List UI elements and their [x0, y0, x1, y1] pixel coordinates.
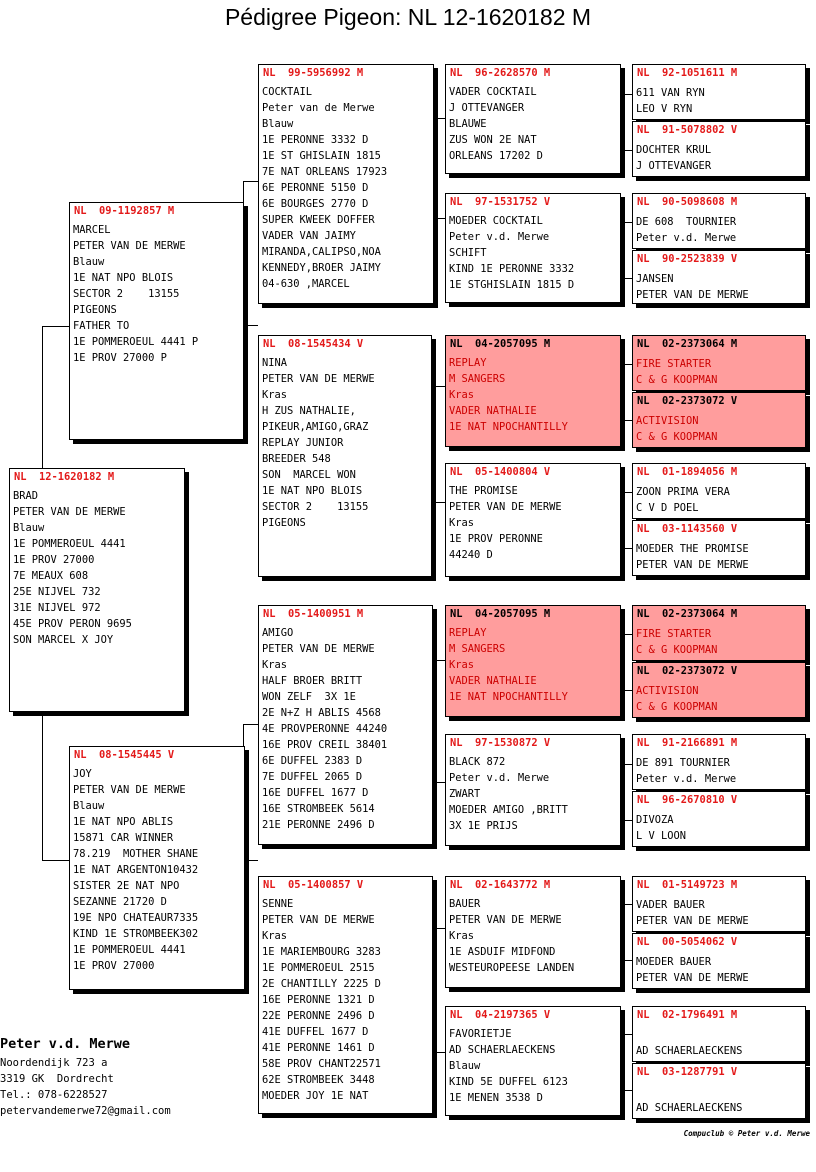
pigeon-owner: PETER VAN DE MERWE: [636, 289, 749, 301]
pigeon-info-line: 1E PROV 27000: [13, 554, 95, 566]
ring-number: NL 97-1531752 V: [450, 196, 551, 208]
connector-line: [621, 222, 622, 278]
pigeon-name: BRAD: [13, 490, 39, 502]
pigeon-info-line: MOEDER AMIGO ,BRITT: [449, 804, 568, 816]
pigeon-card-gggp[interactable]: [632, 121, 806, 177]
ring-number: NL 96-2628570 M: [450, 67, 551, 79]
pigeon-card-subject[interactable]: [9, 468, 185, 712]
pigeon-name: DE 891 TOURNIER: [636, 757, 730, 769]
pigeon-info-line: 1E PROV 27000 P: [73, 352, 167, 364]
pigeon-name: MOEDER COCKTAIL: [449, 215, 543, 227]
pigeon-card-gggp[interactable]: [632, 876, 806, 932]
connector-line: [621, 904, 622, 960]
pigeon-name: JOY: [73, 768, 92, 780]
connector-line: [621, 634, 632, 635]
pigeon-card-grandfather-paternal[interactable]: [258, 64, 434, 304]
connector-line: [621, 278, 632, 279]
pigeon-owner: Peter v.d. Merwe: [449, 772, 550, 784]
connector-line: [621, 764, 622, 820]
pigeon-info-line: 78.219 MOTHER SHANE: [73, 848, 199, 860]
pigeon-info-line: MOEDER JOY 1E NAT: [262, 1090, 369, 1102]
pigeon-info-line: 1E MENEN 3538 D: [449, 1092, 543, 1104]
pigeon-info-line: 1E PROV 27000: [73, 960, 155, 972]
pigeon-name: 611 VAN RYN: [636, 87, 705, 99]
pigeon-info-line: 19E NPO CHATEAUR7335: [73, 912, 199, 924]
pigeon-info-line: 1E NAT NPO BLOIS: [262, 485, 363, 497]
pigeon-color: Blauw: [262, 118, 294, 130]
pigeon-name: FIRE STARTER: [636, 628, 712, 640]
pigeon-info-line: KIND 5E DUFFEL 6123: [449, 1076, 568, 1088]
pigeon-owner: C V D POEL: [636, 502, 699, 514]
pigeon-info-line: 41E DUFFEL 1677 D: [262, 1026, 369, 1038]
pigeon-info-line: 1E POMMEROEUL 4441: [13, 538, 126, 550]
pigeon-info-line: SEZANNE 21720 D: [73, 896, 167, 908]
pigeon-card-gggp[interactable]: [632, 193, 806, 249]
pigeon-info-line: SECTOR 2 13155: [73, 288, 180, 300]
pigeon-info-line: 21E PERONNE 2496 D: [262, 819, 375, 831]
connector-line: [42, 712, 43, 860]
pigeon-card-gggp-highlighted[interactable]: [632, 605, 806, 661]
pigeon-info-line: VADER NATHALIE: [449, 405, 537, 417]
pigeon-info-line: 1E POMMEROEUL 4441: [73, 944, 186, 956]
pigeon-card-gggp-highlighted[interactable]: [632, 662, 806, 718]
pigeon-info-line: BREEDER 548: [262, 453, 331, 465]
pigeon-info-line: 45E PROV PERON 9695: [13, 618, 132, 630]
pigeon-card-gggp[interactable]: [632, 1063, 806, 1119]
pigeon-info-line: SUPER KWEEK DOFFER: [262, 214, 375, 226]
pigeon-owner: Peter v.d. Merwe: [636, 232, 737, 244]
pigeon-card-ggp-highlighted[interactable]: [445, 605, 621, 717]
pigeon-info-line: 22E PERONNE 2496 D: [262, 1010, 375, 1022]
pigeon-info-line: MIRANDA,CALIPSO,NOA: [262, 246, 381, 258]
connector-line: [621, 222, 632, 223]
pigeon-owner: J OTTEVANGER: [449, 102, 525, 114]
pigeon-owner: J OTTEVANGER: [636, 160, 712, 172]
pigeon-name: BLACK 872: [449, 756, 506, 768]
connector-line: [42, 326, 70, 327]
ring-number: NL 05-1400804 V: [450, 466, 551, 478]
connector-line: [434, 386, 445, 387]
ring-number: NL 91-2166891 M: [637, 737, 738, 749]
pigeon-info-line: KENNEDY,BROER JAIMY: [262, 262, 381, 274]
pigeon-info-line: 6E BOURGES 2770 D: [262, 198, 369, 210]
connector-line: [434, 660, 445, 661]
pigeon-card-mother[interactable]: [69, 746, 245, 990]
pigeon-card-gggp-highlighted[interactable]: [632, 335, 806, 391]
connector-line: [42, 860, 70, 861]
ring-number: NL 02-2373072 V: [637, 395, 738, 407]
pigeon-color: Blauw: [449, 1060, 481, 1072]
ring-number: NL 01-1894056 M: [637, 466, 738, 478]
pigeon-name: ACTIVISION: [636, 415, 699, 427]
connector-line: [434, 218, 445, 219]
connector-line: [621, 548, 632, 549]
pigeon-info-line: 4E PROVPERONNE 44240: [262, 723, 388, 735]
connector-line: [621, 820, 632, 821]
pigeon-card-grandmother-maternal[interactable]: [258, 876, 433, 1114]
pigeon-info-line: ZUS WON 2E NAT: [449, 134, 537, 146]
pigeon-color: Kras: [262, 389, 288, 401]
pigeon-info-line: ORLEANS 17202 D: [449, 150, 543, 162]
pigeon-color: ZWART: [449, 788, 481, 800]
page-title: Pédigree Pigeon: NL 12-1620182 M: [224, 4, 592, 30]
connector-line: [243, 860, 258, 861]
pigeon-info-line: KIND 1E PERONNE 3332: [449, 263, 575, 275]
ring-number: NL 96-2670810 V: [637, 794, 738, 806]
pigeon-info-line: 1E MARIEMBOURG 3283: [262, 946, 381, 958]
ring-number: NL 02-1643772 M: [450, 879, 551, 891]
pigeon-owner: PETER VAN DE MERWE: [449, 501, 562, 513]
pigeon-card-ggp[interactable]: [445, 463, 621, 577]
pigeon-info-line: 62E STROMBEEK 3448: [262, 1074, 375, 1086]
connector-line: [434, 1052, 445, 1053]
pigeon-info-line: SON MARCEL WON: [262, 469, 356, 481]
connector-line: [434, 782, 445, 783]
ring-number: NL 99-5956992 M: [263, 67, 364, 79]
pigeon-owner: Peter v.d. Merwe: [636, 773, 737, 785]
connector-line: [621, 364, 632, 365]
pigeon-card-gggp[interactable]: [632, 520, 806, 576]
connector-line: [621, 420, 632, 421]
pigeon-name: ACTIVISION: [636, 685, 699, 697]
pigeon-color: Blauw: [73, 800, 105, 812]
pigeon-color: Kras: [449, 517, 475, 529]
connector-line: [621, 1034, 622, 1090]
ring-number: NL 02-2373064 M: [637, 608, 738, 620]
ring-number: NL 08-1545434 V: [263, 338, 364, 350]
pigeon-info-line: VADER NATHALIE: [449, 675, 537, 687]
pigeon-color: BLAUWE: [449, 118, 487, 130]
pigeon-owner: Peter v.d. Merwe: [449, 231, 550, 243]
connector-line: [621, 904, 632, 905]
ring-number: NL 09-1192857 M: [74, 205, 175, 217]
connector-line: [621, 1090, 632, 1091]
pigeon-info-line: 16E PERONNE 1321 D: [262, 994, 375, 1006]
pigeon-owner: AD SCHAERLAECKENS: [449, 1044, 556, 1056]
pigeon-owner: Peter van de Merwe: [262, 102, 375, 114]
connector-line: [434, 502, 445, 503]
pigeon-info-line: 1E NAT NPO BLOIS: [73, 272, 174, 284]
pigeon-card-ggp-highlighted[interactable]: [445, 335, 621, 447]
pigeon-owner: AD SCHAERLAECKENS: [636, 1102, 743, 1114]
pigeon-color: Kras: [449, 930, 475, 942]
pigeon-name: DIVOZA: [636, 814, 674, 826]
pigeon-info-line: 2E N+Z H ABLIS 4568: [262, 707, 381, 719]
pigeon-color: SCHIFT: [449, 247, 487, 259]
connector-line: [434, 928, 445, 929]
pigeon-card-ggp[interactable]: [445, 876, 621, 988]
owner-email[interactable]: petervandemerwe72@gmail.com: [0, 1105, 171, 1117]
pigeon-card-gggp[interactable]: [632, 933, 806, 989]
ring-number: NL 90-2523839 V: [637, 253, 738, 265]
ring-number: NL 00-5054062 V: [637, 936, 738, 948]
pigeon-card-grandfather-maternal[interactable]: [258, 605, 433, 845]
connector-line: [243, 325, 258, 326]
connector-line: [621, 1034, 632, 1035]
pigeon-name: MOEDER BAUER: [636, 956, 712, 968]
pigeon-card-gggp[interactable]: [632, 734, 806, 790]
pigeon-color: Kras: [262, 659, 288, 671]
pigeon-owner: C & G KOOPMAN: [636, 374, 718, 386]
pigeon-color: Blauw: [13, 522, 45, 534]
ring-number: NL 91-5078802 V: [637, 124, 738, 136]
ring-number: NL 05-1400857 V: [263, 879, 364, 891]
pigeon-info-line: 04-630 ,MARCEL: [262, 278, 350, 290]
pigeon-info-line: 2E CHANTILLY 2225 D: [262, 978, 381, 990]
pigeon-owner: PETER VAN DE MERWE: [636, 915, 749, 927]
pigeon-owner: PETER VAN DE MERWE: [73, 240, 186, 252]
pigeon-name: COCKTAIL: [262, 86, 313, 98]
ring-number: NL 02-2373064 M: [637, 338, 738, 350]
pigeon-card-gggp[interactable]: [632, 791, 806, 847]
pigeon-owner: PETER VAN DE MERWE: [636, 972, 749, 984]
ring-number: NL 12-1620182 M: [14, 471, 115, 483]
pigeon-info-line: 16E PROV CREIL 38401: [262, 739, 388, 751]
pigeon-owner: L V LOON: [636, 830, 687, 842]
pigeon-info-line: WON ZELF 3X 1E: [262, 691, 356, 703]
connector-line: [243, 724, 258, 725]
connector-line: [621, 492, 632, 493]
pigeon-info-line: FATHER TO: [73, 320, 130, 332]
pigeon-info-line: SON MARCEL X JOY: [13, 634, 114, 646]
pigeon-name: ZOON PRIMA VERA: [636, 486, 730, 498]
pigeon-card-grandmother-paternal[interactable]: [258, 335, 432, 577]
pigeon-card-ggp[interactable]: [445, 1006, 621, 1116]
pigeon-info-line: SECTOR 2 13155: [262, 501, 369, 513]
pigeon-name: FAVORIETJE: [449, 1028, 512, 1040]
pigeon-card-ggp[interactable]: [445, 734, 621, 846]
pigeon-info-line: PIGEONS: [73, 304, 117, 316]
pigeon-name: DOCHTER KRUL: [636, 144, 712, 156]
connector-line: [621, 960, 632, 961]
pigeon-name: FIRE STARTER: [636, 358, 712, 370]
connector-line: [621, 364, 622, 420]
connector-line: [621, 94, 622, 150]
pigeon-owner: PETER VAN DE MERWE: [449, 914, 562, 926]
pigeon-name: REPLAY: [449, 627, 487, 639]
pigeon-info-line: REPLAY JUNIOR: [262, 437, 344, 449]
pigeon-card-gggp[interactable]: [632, 250, 806, 304]
pigeon-info-line: VADER VAN JAIMY: [262, 230, 356, 242]
pigeon-info-line: 7E DUFFEL 2065 D: [262, 771, 363, 783]
pigeon-color: Blauw: [73, 256, 105, 268]
pigeon-name: AMIGO: [262, 627, 294, 639]
pigeon-name: MOEDER THE PROMISE: [636, 543, 749, 555]
pigeon-color: Kras: [449, 659, 475, 671]
pigeon-owner: M SANGERS: [449, 643, 506, 655]
pigeon-owner: PETER VAN DE MERWE: [13, 506, 126, 518]
pigeon-card-gggp[interactable]: [632, 64, 806, 120]
pigeon-color: Kras: [262, 930, 288, 942]
connector-line: [621, 690, 632, 691]
ring-number: NL 04-2057095 M: [450, 608, 551, 620]
connector-line: [621, 150, 632, 151]
pigeon-name: DE 608 TOURNIER: [636, 216, 737, 228]
pigeon-info-line: 25E NIJVEL 732: [13, 586, 101, 598]
pigeon-name: NINA: [262, 357, 288, 369]
pigeon-owner: PETER VAN DE MERWE: [262, 373, 375, 385]
pigeon-info-line: 6E DUFFEL 2383 D: [262, 755, 363, 767]
pigeon-info-line: 1E POMMEROEUL 2515: [262, 962, 375, 974]
ring-number: NL 03-1287791 V: [637, 1066, 738, 1078]
connector-line: [434, 118, 435, 218]
owner-phone: Tel.: 078-6228527: [0, 1089, 108, 1101]
pigeon-name: VADER COCKTAIL: [449, 86, 537, 98]
pigeon-owner: PETER VAN DE MERWE: [636, 559, 749, 571]
pigeon-owner: AD SCHAERLAECKENS: [636, 1045, 743, 1057]
pigeon-card-father[interactable]: [69, 202, 244, 440]
pigeon-owner: C & G KOOPMAN: [636, 644, 718, 656]
ring-number: NL 03-1143560 V: [637, 523, 738, 535]
connector-line: [434, 386, 435, 502]
ring-number: NL 04-2197365 V: [450, 1009, 551, 1021]
connector-line: [621, 634, 622, 690]
pigeon-info-line: 31E NIJVEL 972: [13, 602, 101, 614]
pigeon-info-line: H ZUS NATHALIE,: [262, 405, 356, 417]
pigeon-name: REPLAY: [449, 357, 487, 369]
connector-line: [621, 764, 632, 765]
pigeon-card-ggp[interactable]: [445, 64, 621, 174]
pigeon-owner: C & G KOOPMAN: [636, 431, 718, 443]
pigeon-info-line: 1E PERONNE 3332 D: [262, 134, 369, 146]
pigeon-info-line: 1E NAT NPO ABLIS: [73, 816, 174, 828]
ring-number: NL 08-1545445 V: [74, 749, 175, 761]
owner-address-line: 3319 GK Dordrecht: [0, 1073, 114, 1085]
pigeon-info-line: 7E MEAUX 608: [13, 570, 89, 582]
footer-credit: Compuclub © Peter v.d. Merwe: [683, 1129, 810, 1138]
pigeon-name: SENNE: [262, 898, 294, 910]
owner-contact: [0, 1036, 171, 1119]
pigeon-info-line: 1E POMMEROEUL 4441 P: [73, 336, 199, 348]
pigeon-info-line: KIND 1E STROMBEEK302: [73, 928, 199, 940]
owner-name: Peter v.d. Merwe: [0, 1036, 131, 1052]
connector-line: [434, 928, 435, 1052]
ring-number: NL 02-1796491 M: [637, 1009, 738, 1021]
ring-number: NL 04-2057095 M: [450, 338, 551, 350]
pigeon-name: JANSEN: [636, 273, 674, 285]
pigeon-info-line: 1E NAT NPOCHANTILLY: [449, 421, 568, 433]
pigeon-info-line: 1E STGHISLAIN 1815 D: [449, 279, 575, 291]
pigeon-owner: PETER VAN DE MERWE: [73, 784, 186, 796]
pigeon-name: VADER BAUER: [636, 899, 705, 911]
pigeon-card-gggp-highlighted[interactable]: [632, 392, 806, 448]
pigeon-info-line: 1E PROV PERONNE: [449, 533, 543, 545]
connector-line: [621, 492, 622, 548]
pigeon-owner: PETER VAN DE MERWE: [262, 914, 375, 926]
pigeon-info-line: PIGEONS: [262, 517, 306, 529]
pigeon-info-line: 1E NAT ARGENTON10432: [73, 864, 199, 876]
pigeon-info-line: 3X 1E PRIJS: [449, 820, 518, 832]
pigeon-info-line: WESTEUROPEESE LANDEN: [449, 962, 575, 974]
ring-number: NL 92-1051611 M: [637, 67, 738, 79]
pigeon-info-line: 1E ASDUIF MIDFOND: [449, 946, 556, 958]
pigeon-info-line: PIKEUR,AMIGO,GRAZ: [262, 421, 369, 433]
pigeon-name: THE PROMISE: [449, 485, 518, 497]
pigeon-info-line: SISTER 2E NAT NPO: [73, 880, 180, 892]
pigeon-card-gggp[interactable]: [632, 463, 806, 519]
pigeon-info-line: 6E PERONNE 5150 D: [262, 182, 369, 194]
ring-number: NL 01-5149723 M: [637, 879, 738, 891]
pigeon-info-line: 16E DUFFEL 1677 D: [262, 787, 369, 799]
ring-number: NL 90-5098608 M: [637, 196, 738, 208]
pigeon-info-line: 58E PROV CHANT22571: [262, 1058, 381, 1070]
owner-address-line: Noordendijk 723 a: [0, 1057, 108, 1069]
ring-number: NL 05-1400951 M: [263, 608, 364, 620]
pigeon-owner: PETER VAN DE MERWE: [262, 643, 375, 655]
pigeon-name: MARCEL: [73, 224, 111, 236]
ring-number: NL 02-2373072 V: [637, 665, 738, 677]
ring-number: NL 97-1530872 V: [450, 737, 551, 749]
pigeon-owner: M SANGERS: [449, 373, 506, 385]
connector-line: [434, 118, 445, 119]
pigeon-info-line: HALF BROER BRITT: [262, 675, 363, 687]
connector-line: [434, 660, 435, 782]
connector-line: [621, 94, 632, 95]
pigeon-info-line: 1E NAT NPOCHANTILLY: [449, 691, 568, 703]
pigeon-info-line: 41E PERONNE 1461 D: [262, 1042, 375, 1054]
pigeon-info-line: 7E NAT ORLEANS 17923: [262, 166, 388, 178]
pigeon-owner: LEO V RYN: [636, 103, 693, 115]
pigeon-info-line: 44240 D: [449, 549, 493, 561]
pigeon-name: BAUER: [449, 898, 481, 910]
pigeon-info-line: 1E ST GHISLAIN 1815: [262, 150, 381, 162]
pigeon-card-ggp[interactable]: [445, 193, 621, 303]
pigeon-info-line: 15871 CAR WINNER: [73, 832, 174, 844]
pigeon-info-line: 16E STROMBEEK 5614: [262, 803, 375, 815]
connector-line: [42, 326, 43, 468]
pigeon-color: Kras: [449, 389, 475, 401]
pigeon-card-gggp[interactable]: [632, 1006, 806, 1062]
connector-line: [243, 181, 258, 182]
pigeon-owner: C & G KOOPMAN: [636, 701, 718, 713]
